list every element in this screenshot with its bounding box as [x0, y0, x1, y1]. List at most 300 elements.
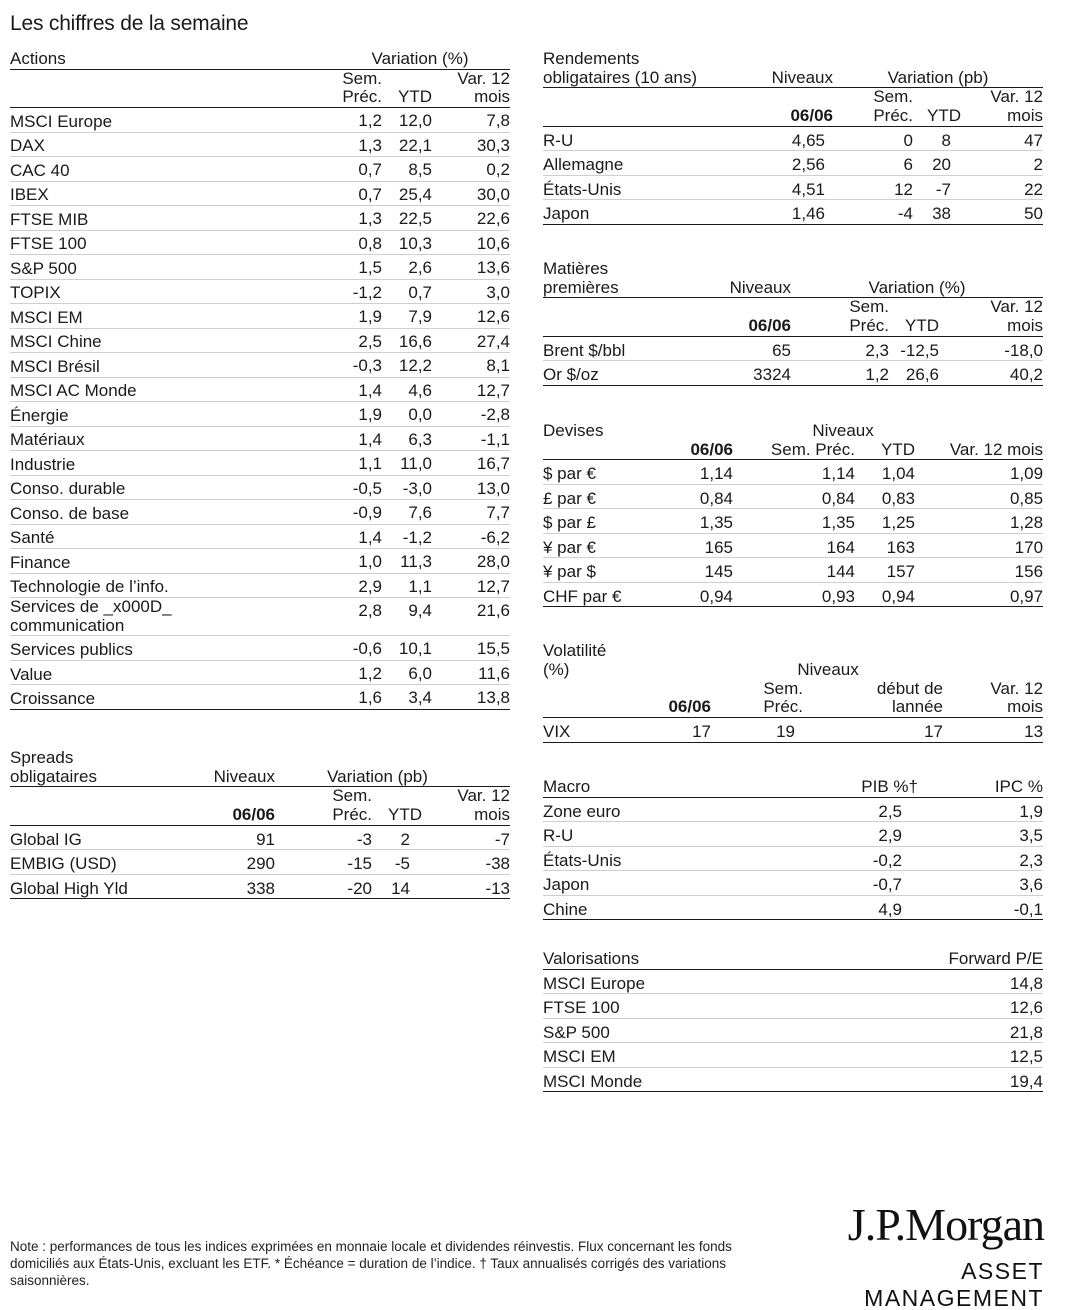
yields-row-level: 2,56 — [743, 151, 833, 176]
macro-row-name: Zone euro — [543, 797, 803, 822]
actions-row — [10, 328, 510, 353]
actions-row-name: DAX — [10, 132, 310, 157]
actions-row-m12: 30,0 — [432, 181, 510, 206]
macro-row-cpi: 3,5 — [918, 822, 1043, 847]
currencies-ytd-header: YTD — [855, 441, 915, 460]
actions-row-ytd: 22,5 — [382, 206, 432, 231]
actions-row-week: 0,7 — [310, 157, 382, 182]
valuations-row-pe: 14,8 — [843, 969, 1043, 994]
currencies-row-ytd: 1,04 — [855, 460, 915, 485]
col-week-header: Sem. Préc. — [310, 69, 382, 107]
commodities-row-level: 3324 — [693, 361, 791, 386]
spreads-date-header: 06/06 — [190, 787, 275, 825]
yields-row-week: 12 — [833, 175, 913, 200]
currencies-row-ytd: 0,94 — [855, 582, 915, 607]
actions-row-week: 1,5 — [310, 255, 382, 280]
commodities-row-m12: -18,0 — [939, 336, 1043, 361]
actions-row-m12: -2,8 — [432, 402, 510, 427]
actions-row — [10, 108, 510, 133]
commodities-table — [543, 260, 1043, 386]
spreads-row-level: 91 — [190, 825, 275, 850]
valuations-row-name: MSCI EM — [543, 1043, 843, 1068]
yields-row-week: 0 — [833, 126, 913, 151]
actions-row-ytd: 12,0 — [382, 108, 432, 133]
yields-table — [543, 50, 1043, 225]
currencies-row-week: 144 — [733, 558, 855, 583]
currencies-row-week: 164 — [733, 533, 855, 558]
actions-row — [10, 500, 510, 525]
commodities-row — [543, 361, 1043, 386]
yields-row — [543, 126, 1043, 151]
spreads-row-week: -3 — [275, 825, 372, 850]
actions-row-name: Conso. durable — [10, 475, 310, 500]
currencies-row-level: 145 — [643, 558, 733, 583]
currencies-row-level: 165 — [643, 533, 733, 558]
actions-row-week: 1,9 — [310, 304, 382, 329]
volatility-12m-header: Var. 12 mois — [943, 680, 1043, 718]
actions-row-ytd: 22,1 — [382, 132, 432, 157]
macro-row-gdp: 2,9 — [803, 822, 918, 847]
actions-row-m12: 11,6 — [432, 660, 510, 685]
spreads-variation-header: Variation (pb) — [275, 749, 510, 787]
spreads-row — [10, 850, 510, 875]
actions-row — [10, 426, 510, 451]
currencies-row-level: 1,14 — [643, 460, 733, 485]
actions-row-name: Matériaux — [10, 426, 310, 451]
yields-row — [543, 200, 1043, 225]
macro-row — [543, 797, 1043, 822]
actions-row-name: Conso. de base — [10, 500, 310, 525]
volatility-row-name: VIX — [543, 718, 613, 743]
currencies-row-name: £ par € — [543, 484, 643, 509]
currencies-row — [543, 582, 1043, 607]
actions-row-ytd: -1,2 — [382, 524, 432, 549]
macro-row-cpi: 3,6 — [918, 871, 1043, 896]
commodities-12m-header: Var. 12 mois — [939, 298, 1043, 336]
macro-row-cpi: 1,9 — [918, 797, 1043, 822]
spreads-week-header: Sem. Préc. — [275, 787, 372, 825]
macro-row — [543, 871, 1043, 896]
actions-row-week: 1,9 — [310, 402, 382, 427]
currencies-date-header: 06/06 — [643, 441, 733, 460]
spreads-row-ytd: -5 — [372, 850, 422, 875]
currencies-row-m12: 1,09 — [915, 460, 1043, 485]
actions-row-name: CAC 40 — [10, 157, 310, 182]
actions-row-m12: 30,3 — [432, 132, 510, 157]
commodities-row-week: 2,3 — [791, 336, 889, 361]
commodities-week-header: Sem. Préc. — [791, 298, 889, 336]
volatility-row-week: 19 — [711, 718, 803, 743]
valuations-table — [543, 950, 1043, 1092]
yields-variation-header: Variation (pb) — [833, 50, 1043, 88]
actions-row-name: Croissance — [10, 685, 310, 710]
macro-title: Macro — [543, 778, 803, 797]
currencies-table — [543, 422, 1043, 607]
currencies-title: Devises — [543, 421, 604, 440]
volatility-row-m12: 13 — [943, 718, 1043, 743]
yields-row — [543, 175, 1043, 200]
actions-row-ytd: 1,1 — [382, 573, 432, 598]
currencies-row-name: $ par £ — [543, 509, 643, 534]
macro-row — [543, 895, 1043, 920]
actions-row — [10, 475, 510, 500]
actions-row-ytd: 7,9 — [382, 304, 432, 329]
actions-row-name: Services de _x000D_ communication — [10, 598, 310, 636]
currencies-row-ytd: 157 — [855, 558, 915, 583]
yields-row-name: Japon — [543, 200, 743, 225]
commodities-row-name: Or $/oz — [543, 361, 693, 386]
commodities-row-ytd: 26,6 — [889, 361, 939, 386]
valuations-row-pe: 19,4 — [843, 1067, 1043, 1092]
yields-row-ytd: 20 — [913, 151, 961, 176]
yields-row-week: -4 — [833, 200, 913, 225]
actions-row-week: 0,8 — [310, 230, 382, 255]
actions-row-week: -0,3 — [310, 353, 382, 378]
currencies-row-m12: 170 — [915, 533, 1043, 558]
currencies-row-name: $ par € — [543, 460, 643, 485]
spreads-row-level: 338 — [190, 874, 275, 899]
valuations-row-pe: 21,8 — [843, 1018, 1043, 1043]
currencies-row-name: ¥ par € — [543, 533, 643, 558]
actions-row-m12: 13,6 — [432, 255, 510, 280]
actions-row-m12: 16,7 — [432, 451, 510, 476]
spreads-row-m12: -13 — [422, 874, 510, 899]
actions-row-name: Technologie de l’info. — [10, 573, 310, 598]
currencies-row-level: 0,84 — [643, 484, 733, 509]
spreads-levels-header: Niveaux — [190, 749, 275, 787]
macro-row — [543, 822, 1043, 847]
actions-row-week: 1,4 — [310, 426, 382, 451]
spreads-row — [10, 874, 510, 899]
volatility-row — [543, 718, 1043, 743]
commodities-row-level: 65 — [693, 336, 791, 361]
actions-row-week: 1,0 — [310, 549, 382, 574]
actions-row-week: -0,5 — [310, 475, 382, 500]
valuations-row — [543, 994, 1043, 1019]
macro-row — [543, 846, 1043, 871]
macro-row-name: Chine — [543, 895, 803, 920]
yields-row-m12: 50 — [961, 200, 1043, 225]
actions-row-name: MSCI Europe — [10, 108, 310, 133]
actions-row — [10, 157, 510, 182]
spreads-ytd-header: YTD — [372, 787, 422, 825]
yields-ytd-header: YTD — [913, 88, 961, 126]
actions-row — [10, 660, 510, 685]
volatility-week-header: Sem. Préc. — [711, 680, 803, 718]
yields-row-m12: 2 — [961, 151, 1043, 176]
yields-row-m12: 47 — [961, 126, 1043, 151]
actions-row — [10, 549, 510, 574]
actions-row-week: 1,2 — [310, 660, 382, 685]
actions-row-m12: 3,0 — [432, 279, 510, 304]
currencies-row-ytd: 163 — [855, 533, 915, 558]
actions-row — [10, 377, 510, 402]
actions-row — [10, 255, 510, 280]
actions-row-ytd: 12,2 — [382, 353, 432, 378]
actions-row-ytd: -3,0 — [382, 475, 432, 500]
actions-row-week: 1,4 — [310, 377, 382, 402]
yields-levels-header: Niveaux — [743, 50, 833, 88]
valuations-row-name: MSCI Monde — [543, 1067, 843, 1092]
currencies-row-name: CHF par € — [543, 582, 643, 607]
actions-row-m12: 27,4 — [432, 328, 510, 353]
macro-row-gdp: 2,5 — [803, 797, 918, 822]
actions-row-name: Value — [10, 660, 310, 685]
yields-row-level: 1,46 — [743, 200, 833, 225]
currencies-row-week: 1,14 — [733, 460, 855, 485]
currencies-row-m12: 0,97 — [915, 582, 1043, 607]
actions-row — [10, 230, 510, 255]
commodities-ytd-header: YTD — [889, 298, 939, 336]
actions-row-ytd: 7,6 — [382, 500, 432, 525]
actions-row-name: MSCI Brésil — [10, 353, 310, 378]
valuations-row-pe: 12,5 — [843, 1043, 1043, 1068]
actions-row-week: -0,9 — [310, 500, 382, 525]
actions-row-ytd: 10,3 — [382, 230, 432, 255]
actions-row-ytd: 16,6 — [382, 328, 432, 353]
spreads-row-ytd: 2 — [372, 825, 422, 850]
actions-row-name: FTSE MIB — [10, 206, 310, 231]
actions-row-ytd: 3,4 — [382, 685, 432, 710]
currencies-row-level: 0,94 — [643, 582, 733, 607]
yields-row-ytd: -7 — [913, 175, 961, 200]
actions-row — [10, 132, 510, 157]
actions-row-m12: 0,2 — [432, 157, 510, 182]
actions-row-name: Services publics — [10, 636, 310, 661]
currencies-row-ytd: 0,83 — [855, 484, 915, 509]
actions-row-m12: 13,8 — [432, 685, 510, 710]
volatility-table — [543, 641, 1043, 743]
currencies-row-week: 0,84 — [733, 484, 855, 509]
valuations-row-name: FTSE 100 — [543, 994, 843, 1019]
actions-row-m12: 7,7 — [432, 500, 510, 525]
currencies-row — [543, 509, 1043, 534]
valuations-row-pe: 12,6 — [843, 994, 1043, 1019]
actions-row-ytd: 10,1 — [382, 636, 432, 661]
actions-row-week: 2,9 — [310, 573, 382, 598]
volatility-levels-header: Niveaux — [797, 660, 859, 679]
yields-row-ytd: 8 — [913, 126, 961, 151]
commodities-row-week: 1,2 — [791, 361, 889, 386]
actions-row-week: -0,6 — [310, 636, 382, 661]
commodities-variation-header: Variation (%) — [791, 260, 1043, 298]
spreads-row-name: Global IG — [10, 825, 190, 850]
actions-row — [10, 279, 510, 304]
macro-row-name: Japon — [543, 871, 803, 896]
actions-row-name: MSCI AC Monde — [10, 377, 310, 402]
actions-row-ytd: 11,0 — [382, 451, 432, 476]
yields-title: Rendements obligataires (10 ans) — [543, 50, 743, 88]
macro-table — [543, 778, 1043, 920]
actions-title: Actions — [10, 50, 310, 69]
commodities-row-m12: 40,2 — [939, 361, 1043, 386]
valuations-pe-header: Forward P/E — [843, 950, 1043, 969]
spreads-row-m12: -7 — [422, 825, 510, 850]
actions-row-m12: 22,6 — [432, 206, 510, 231]
logo-subtitle: ASSET MANAGEMENT — [864, 1258, 1044, 1310]
actions-row-ytd: 25,4 — [382, 181, 432, 206]
yields-row-level: 4,65 — [743, 126, 833, 151]
actions-row-m12: 12,7 — [432, 573, 510, 598]
volatility-date-header: 06/06 — [613, 680, 711, 718]
currencies-row-week: 0,93 — [733, 582, 855, 607]
commodities-row-name: Brent $/bbl — [543, 336, 693, 361]
actions-row-ytd: 4,6 — [382, 377, 432, 402]
actions-row-m12: 28,0 — [432, 549, 510, 574]
currencies-row — [543, 484, 1043, 509]
actions-row-name: TOPIX — [10, 279, 310, 304]
yields-row — [543, 151, 1043, 176]
yields-row-level: 4,51 — [743, 175, 833, 200]
actions-row — [10, 685, 510, 710]
commodities-date-header: 06/06 — [693, 298, 791, 336]
currencies-row-ytd: 1,25 — [855, 509, 915, 534]
valuations-title: Valorisations — [543, 950, 843, 969]
actions-row-m12: 12,7 — [432, 377, 510, 402]
yields-row-ytd: 38 — [913, 200, 961, 225]
actions-row-name: S&P 500 — [10, 255, 310, 280]
footnote: Note : performances de tous les indices exprimées en monnaie locale et dividendes réinvestis. Flux concernant les fonds domiciliés aux États-Unis, excluant les ETF. * Échéance = duration de l’indice. † Taux annualisés corrigés des variations saisonnières. — [10, 1239, 732, 1288]
spreads-12m-header: Var. 12 mois — [422, 787, 510, 825]
spreads-row-ytd: 14 — [372, 874, 422, 899]
logo-wordmark: J.P.Morgan — [847, 1199, 1044, 1250]
currencies-row — [543, 558, 1043, 583]
yields-row-name: Allemagne — [543, 151, 743, 176]
actions-table — [10, 50, 510, 710]
actions-row-week: 2,5 — [310, 328, 382, 353]
valuations-row — [543, 969, 1043, 994]
actions-row-name: Finance — [10, 549, 310, 574]
actions-row-m12: 7,8 — [432, 108, 510, 133]
actions-row-ytd: 9,4 — [382, 598, 432, 636]
actions-row-m12: 10,6 — [432, 230, 510, 255]
actions-row — [10, 524, 510, 549]
macro-row-cpi: 2,3 — [918, 846, 1043, 871]
macro-row-cpi: -0,1 — [918, 895, 1043, 920]
valuations-row — [543, 1018, 1043, 1043]
actions-row-name: IBEX — [10, 181, 310, 206]
actions-row-name: MSCI Chine — [10, 328, 310, 353]
currencies-row-m12: 0,85 — [915, 484, 1043, 509]
valuations-row — [543, 1067, 1043, 1092]
actions-row-week: 1,6 — [310, 685, 382, 710]
commodities-levels-header: Niveaux — [693, 260, 791, 298]
actions-row-m12: 13,0 — [432, 475, 510, 500]
currencies-row-week: 1,35 — [733, 509, 855, 534]
yields-week-header: Sem. Préc. — [833, 88, 913, 126]
actions-row-name: Industrie — [10, 451, 310, 476]
currencies-row — [543, 460, 1043, 485]
actions-variation-header: Variation (%) — [310, 50, 510, 69]
macro-cpi-header: IPC % — [918, 778, 1043, 797]
volatility-start-header: début de lannée — [803, 680, 943, 718]
actions-row-week: 1,3 — [310, 206, 382, 231]
actions-row-week: 0,7 — [310, 181, 382, 206]
spreads-table — [10, 749, 510, 899]
actions-row-ytd: 8,5 — [382, 157, 432, 182]
actions-row-ytd: 6,0 — [382, 660, 432, 685]
col-12m-header: Var. 12 mois — [432, 69, 510, 107]
spreads-row-level: 290 — [190, 850, 275, 875]
yields-row-name: R-U — [543, 126, 743, 151]
currencies-row-m12: 1,28 — [915, 509, 1043, 534]
spreads-row-name: Global High Yld — [10, 874, 190, 899]
actions-row — [10, 206, 510, 231]
actions-row-ytd: 6,3 — [382, 426, 432, 451]
macro-row-name: États-Unis — [543, 846, 803, 871]
yields-row-m12: 22 — [961, 175, 1043, 200]
actions-row-name: FTSE 100 — [10, 230, 310, 255]
currencies-row-name: ¥ par $ — [543, 558, 643, 583]
volatility-row-start: 17 — [803, 718, 943, 743]
actions-row-m12: 12,6 — [432, 304, 510, 329]
actions-row-name: Énergie — [10, 402, 310, 427]
actions-row-name: Santé — [10, 524, 310, 549]
actions-row — [10, 451, 510, 476]
volatility-title: Volatilité (%) — [543, 641, 607, 679]
actions-row-week: 1,4 — [310, 524, 382, 549]
actions-row-m12: 21,6 — [432, 598, 510, 636]
actions-row-week: 2,8 — [310, 598, 382, 636]
macro-gdp-header: PIB %† — [803, 778, 918, 797]
actions-row — [10, 181, 510, 206]
spreads-row-name: EMBIG (USD) — [10, 850, 190, 875]
macro-row-gdp: -0,7 — [803, 871, 918, 896]
actions-row — [10, 353, 510, 378]
commodities-title: Matières premières — [543, 260, 693, 298]
currencies-row — [543, 533, 1043, 558]
actions-row-ytd: 0,7 — [382, 279, 432, 304]
valuations-row-name: MSCI Europe — [543, 969, 843, 994]
actions-row-m12: 15,5 — [432, 636, 510, 661]
actions-row — [10, 636, 510, 661]
valuations-row-name: S&P 500 — [543, 1018, 843, 1043]
macro-row-gdp: 4,9 — [803, 895, 918, 920]
commodities-row — [543, 336, 1043, 361]
yields-row-week: 6 — [833, 151, 913, 176]
spreads-row — [10, 825, 510, 850]
spreads-row-week: -20 — [275, 874, 372, 899]
currencies-week-header: Sem. Préc. — [733, 441, 855, 460]
actions-row-week: -1,2 — [310, 279, 382, 304]
yields-date-header: 06/06 — [743, 88, 833, 126]
actions-row-week: 1,3 — [310, 132, 382, 157]
macro-row-name: R-U — [543, 822, 803, 847]
actions-row-name: MSCI EM — [10, 304, 310, 329]
actions-row-m12: -1,1 — [432, 426, 510, 451]
col-ytd-header: YTD — [382, 69, 432, 107]
page-title: Les chiffres de la semaine — [10, 12, 249, 35]
macro-row-gdp: -0,2 — [803, 846, 918, 871]
yields-12m-header: Var. 12 mois — [961, 88, 1043, 126]
actions-row-week: 1,1 — [310, 451, 382, 476]
currencies-12m-header: Var. 12 mois — [915, 441, 1043, 460]
actions-row-week: 1,2 — [310, 108, 382, 133]
spreads-row-week: -15 — [275, 850, 372, 875]
actions-row-m12: 8,1 — [432, 353, 510, 378]
commodities-row-ytd: -12,5 — [889, 336, 939, 361]
spreads-row-m12: -38 — [422, 850, 510, 875]
actions-row — [10, 598, 510, 636]
volatility-row-level: 17 — [613, 718, 711, 743]
actions-row-ytd: 2,6 — [382, 255, 432, 280]
actions-row — [10, 573, 510, 598]
actions-row-ytd: 11,3 — [382, 549, 432, 574]
actions-row — [10, 402, 510, 427]
actions-row — [10, 304, 510, 329]
currencies-row-m12: 156 — [915, 558, 1043, 583]
valuations-row — [543, 1043, 1043, 1068]
